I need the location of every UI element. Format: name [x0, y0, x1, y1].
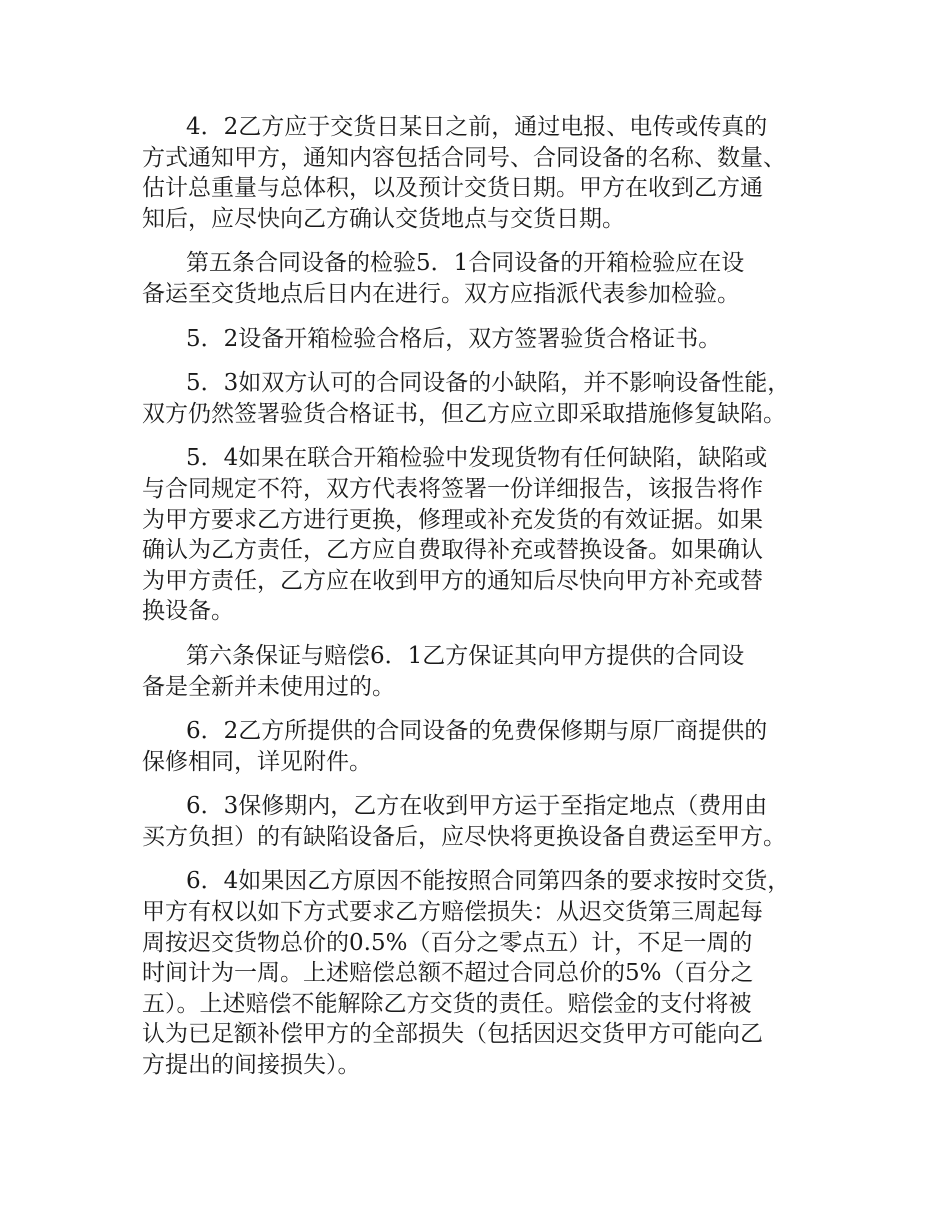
text-line: 6．3保修期内，乙方在收到甲方运于至指定地点（费用由 — [186, 793, 768, 820]
text-line: 换设备。 — [142, 598, 234, 625]
document-page — [142, 112, 822, 1095]
text-line: 4．2乙方应于交货日某日之前，通过电报、电传或传真的 — [186, 114, 768, 140]
text-line: 为甲方要求乙方进行更换，修理或补充发货的有效证据。如果 — [142, 506, 763, 533]
para-5-2 — [142, 324, 822, 355]
text-line: 买方负担）的有缺陷设备后，应尽快将更换设备自费运至甲方。 — [142, 823, 786, 850]
para-article-6-warranty — [142, 641, 822, 702]
text-line: 甲方有权以如下方式要求乙方赔偿损失：从迟交货第三周起每 — [142, 899, 763, 926]
text-line: 保修相同，详见附件。 — [142, 748, 372, 775]
text-line: 方提出的间接损失）。 — [142, 1052, 361, 1079]
text-line: 周按迟交货物总价的0.5%（百分之零点五）计，不足一周的 — [142, 929, 753, 956]
text-line: 备运至交货地点后日内在进行。双方应指派代表参加检验。 — [142, 280, 740, 307]
text-line: 五）。上述赔偿不能解除乙方交货的责任。赔偿金的支付将被 — [142, 990, 752, 1017]
para-5-3 — [142, 368, 822, 429]
para-6-4 — [142, 866, 822, 1080]
text-line: 确认为乙方责任，乙方应自费取得补充或替换设备。如果确认 — [142, 537, 763, 564]
text-line: 估计总重量与总体积，以及预计交货日期。甲方在收到乙方通 — [142, 175, 763, 202]
text-line: 5．2设备开箱检验合格后，双方签署验货合格证书。 — [186, 325, 722, 352]
para-4-2-delivery-notice — [142, 112, 822, 234]
text-line: 双方仍然签署验货合格证书，但乙方应立即采取措施修复缺陷。 — [142, 400, 786, 427]
text-line: 为甲方责任，乙方应在收到甲方的通知后尽快向甲方补充或替 — [142, 567, 763, 594]
text-line: 第五条合同设备的检验5．1合同设备的开箱检验应在设 — [186, 250, 745, 277]
para-5-4 — [142, 443, 822, 627]
text-line: 第六条保证与赔偿6．1乙方保证其向甲方提供的合同设 — [186, 642, 745, 669]
text-line: 备是全新并未使用过的。 — [142, 673, 395, 700]
text-line: 知后，应尽快向乙方确认交货地点与交货日期。 — [142, 205, 625, 232]
text-line: 5．3如双方认可的合同设备的小缺陷，并不影响设备性能， — [186, 370, 791, 397]
text-line: 与合同规定不符，双方代表将签署一份详细报告，该报告将作 — [142, 475, 763, 502]
text-line: 方式通知甲方，通知内容包括合同号、合同设备的名称、数量、 — [142, 144, 786, 171]
text-line: 5．4如果在联合开箱检验中发现货物有任何缺陷，缺陷或 — [186, 445, 768, 472]
text-line: 6．4如果因乙方原因不能按照合同第四条的要求按时交货， — [186, 868, 791, 895]
text-line: 时间计为一周。上述赔偿总额不超过合同总价的5%（百分之 — [142, 960, 754, 987]
para-article-5-inspection — [142, 248, 822, 309]
text-line: 认为已足额补偿甲方的全部损失（包括因迟交货甲方可能向乙 — [142, 1021, 763, 1048]
text-line: 6．2乙方所提供的合同设备的免费保修期与原厂商提供的 — [186, 718, 768, 745]
para-6-3 — [142, 791, 822, 852]
para-6-2 — [142, 716, 822, 777]
